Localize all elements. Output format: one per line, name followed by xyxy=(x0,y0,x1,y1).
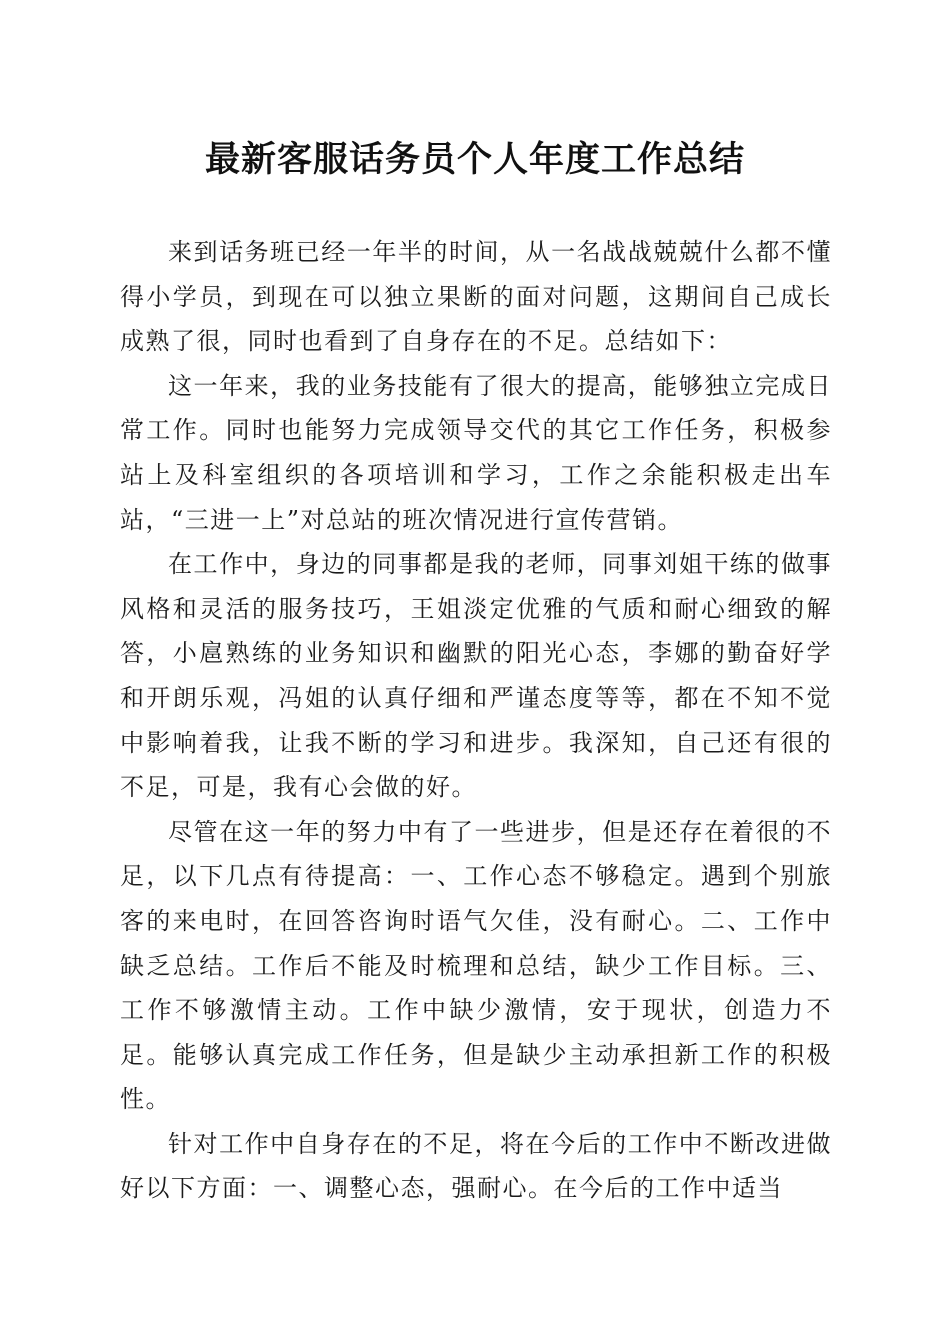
paragraph: 在工作中，身边的同事都是我的老师，同事刘姐干练的做事风格和灵活的服务技巧，王姐淡定优雅的气质和耐心细致的解答，小扈熟练的业务知识和幽默的阳光心态，李娜的勤奋好学和开朗乐观，冯姐的认真仔细和严谨态度等等，都在不知不觉中影响着我，让我不断的学习和进步。我深知，自己还有很的不足，可是，我有心会做的好。 xyxy=(120,550,832,802)
paragraph: 这一年来，我的业务技能有了很大的提高，能够独立完成日常工作。同时也能努力完成领导交代的其它工作任务，积极参站上及科室组织的各项培训和学习，工作之余能积极走出车站，“三进一上”对总站的班次情况进行宣传营销。 xyxy=(120,371,832,534)
paragraph: 针对工作中自身存在的不足，将在今后的工作中不断改进做好以下方面：一、调整心态，强耐心。在今后的工作中适当 xyxy=(120,1129,832,1203)
document-title: 最新客服话务员个人年度工作总结 xyxy=(204,139,745,180)
paragraph: 尽管在这一年的努力中有了一些进步，但是还存在着很的不足，以下几点有待提高：一、工作心态不够稳定。遇到个别旅客的来电时，在回答咨询时语气欠佳，没有耐心。二、工作中缺乏总结。工作后不能及时梳理和总结，缺少工作目标。三、工作不够激情主动。工作中缺少激情，安于现状，创造力不足。能够认真完成工作任务，但是缺少主动承担新工作的积极性。 xyxy=(120,817,832,1114)
document-body xyxy=(120,230,832,1211)
paragraph: 来到话务班已经一年半的时间，从一名战战兢兢什么都不懂得小学员，到现在可以独立果断的面对问题，这期间自己成长成熟了很，同时也看到了自身存在的不足。总结如下： xyxy=(120,238,832,356)
